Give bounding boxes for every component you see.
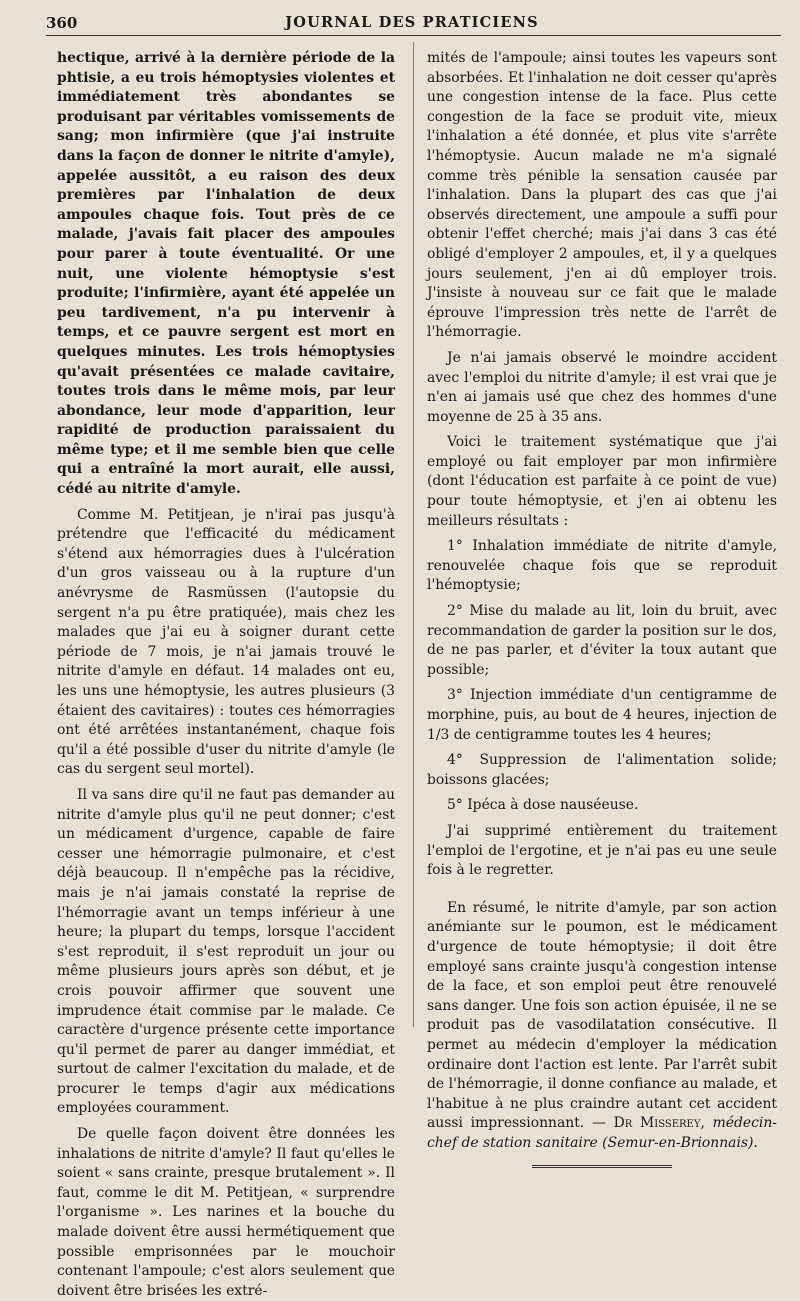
paragraph: mités de l'ampoule; ainsi toutes les vapeurs sont absorbées. Et l'inhalation ne doit cesser qu'après une congestion intense de la face. Plus cette congestion de la face se produit vite, mieux l'inhalation a été donnée, et plus vite s'arrête l'hémoptysie. Aucun malade ne m'a signalé comme très pénible la sensation causée par l'inhalation. Dans la plupart des cas que j'ai observés directement, une ampoule a suffi pour obtenir l'effet cherché; mais j'ai dans 3 cas été obligé d'employer 2 ampoules, et, il y a quelques jours seulement, j'en ai dû employer trois. J'insiste à nouveau sur ce fait que le malade éprouve l'impression très nette de l'arrêt de l'hémorragie. xyxy=(427,50,777,341)
treatment-item: 1° Inhalation immédiate de nitrite d'amyle, renouvelée chaque fois que se reproduit l'hémoptysie; xyxy=(427,538,777,594)
paragraph: J'ai supprimé entièrement du traitement l'emploi de l'ergotine, et je n'ai pas eu une seule fois à le regretter. xyxy=(427,822,777,879)
header-rule xyxy=(46,35,781,36)
paragraph xyxy=(427,899,777,1154)
paragraph: De quelle façon doivent être données les inhalations de nitrite d'amyle? Il faut qu'elles le soient « sans crainte, presque brutalement ». Il faut, comme le dit M. Petitjean, « surprendre l'organisme ». Les narines et la bouche du malade doivent être aussi hermétiquement que possible emprisonnées par le mouchoir contenant l'ampoule; c'est alors seulement que doivent être brisées les extré- xyxy=(57,1126,395,1299)
journal-title: JOURNAL DES PRATICIENS xyxy=(285,14,539,31)
treatment-item: 4° Suppression de l'alimentation solide; boissons glacées; xyxy=(427,752,777,788)
column-separator xyxy=(413,42,414,1027)
right-column xyxy=(427,49,777,1168)
paragraph: Voici le traitement systématique que j'ai employé ou fait employer par mon infirmière (dont l'éducation est parfaite à ce point de vue) pour toute hémoptysie, et j'en ai obtenu les meilleurs résultats : xyxy=(427,434,777,529)
paragraph: Je n'ai jamais observé le moindre accident avec l'emploi du nitrite d'amyle; il est vrai que je n'en ai jamais usé que chez des hommes d'une moyenne de 25 à 35 ans. xyxy=(427,349,777,425)
page-number: 360 xyxy=(46,14,78,32)
end-rule xyxy=(532,1165,672,1168)
paragraph: hectique, arrivé à la dernière période de la phtisie, a eu trois hémoptysies violentes et immédiatement très abondantes se produisant par véritables vomissements de sang; mon infirmière (que j'ai instruite dans la façon de donner le nitrite d'amyle), appelée aussitôt, a eu raison des deux premières par l'inhalation de deux ampoules chaque fois. Tout près de ce malade, j'avais fait placer des ampoules pour parer à toute éventualité. Or une nuit, une violente hémoptysie s'est produite; l'infirmière, ayant été appelée un peu tardivement, n'a pu intervenir à temps, et ce pauvre sergent est mort en quelques minutes. Les trois hémoptysies qu'avait présentées ce malade cavitaire, toutes trois dans le même mois, par leur abondance, leur mode d'apparition, leur rapidité de production paraissaient du même type; et il me semble bien que celle qui a entraîné la mort aurait, elle aussi, cédé au nitrite d'amyle. xyxy=(57,50,395,498)
left-column xyxy=(57,49,395,1301)
page-header xyxy=(46,8,778,34)
treatment-item: 2° Mise du malade au lit, loin du bruit, avec recommandation de garder la position sur le dos, de ne pas parler, et d'éviter la toux autant que possible; xyxy=(427,603,777,678)
paragraph: Comme M. Petitjean, je n'irai pas jusqu'à prétendre que l'efficacité du médicament s'étend aux hémorragies dues à l'ulcération d'un gros vaisseau ou à la rupture d'un anévrysme de Rasmüssen (l'autopsie du sergent n'a pu être pratiquée), mais chez les malades que j'ai eu à soigner durant cette période de 7 mois, je n'ai jamais trouvé le nitrite d'amyle en défaut. 14 malades ont eu, les uns une hémoptysie, les autres plusieurs (3 étaient des cavitaires) : toutes ces hémorragies ont été arrêtées instantanément, chaque fois qu'il a été possible d'user du nitrite d'amyle (le cas du sergent seul mortel). xyxy=(57,506,395,778)
summary-text: En résumé, le nitrite d'amyle, par son action anémiante sur le poumon, est le médicament d'urgence de toute hémoptysie; il doit être employé sans crainte jusqu'à congestion intense de la face, et son emploi peut être renouvelé sans danger. Une fois son action épuisée, il ne se produit pas de vasodilatation consécutive. Il permet au médecin d'employer la médication ordinaire dont l'action est lente. Par l'arrêt subit de l'hémorragie, il donne confiance au malade, et l'habitue à ne plus craindre autant cet accident aussi impressionnant. — xyxy=(427,899,777,1132)
treatment-item: 3° Injection immédiate d'un centigramme de morphine, puis, au bout de 4 heures, injection de 1/3 de centigramme toutes les 4 heures; xyxy=(427,687,777,743)
treatment-item: 5° Ipéca à dose nauséeuse. xyxy=(447,797,639,814)
author-title: médecin-chef de station sanitaire (Semur-en-Brionnais). xyxy=(427,1115,777,1151)
paragraph: Il va sans dire qu'il ne faut pas demander au nitrite d'amyle plus qu'il ne peut donner; c'est un médicament d'urgence, capable de faire cesser une hémorragie pulmonaire, et c'est déjà beaucoup. Il n'empêche pas la récidive, mais je n'ai jamais constaté la reprise de l'hémorragie avant un temps inférieur à une heure; la plupart du temps, lorsque l'accident s'est reproduit, il s'est reproduit un jour ou même plusieurs jours après son début, et je crois pouvoir affirmer que souvent une imprudence était commise par le malade. Ce caractère d'urgence présente cette importance qu'il permet de parer au danger immédiat, et surtout de calmer l'excitation du malade, et de procurer le temps d'agir aux médications employées couramment. xyxy=(57,786,395,1117)
author-name: Dr Misserey, xyxy=(613,1115,705,1132)
